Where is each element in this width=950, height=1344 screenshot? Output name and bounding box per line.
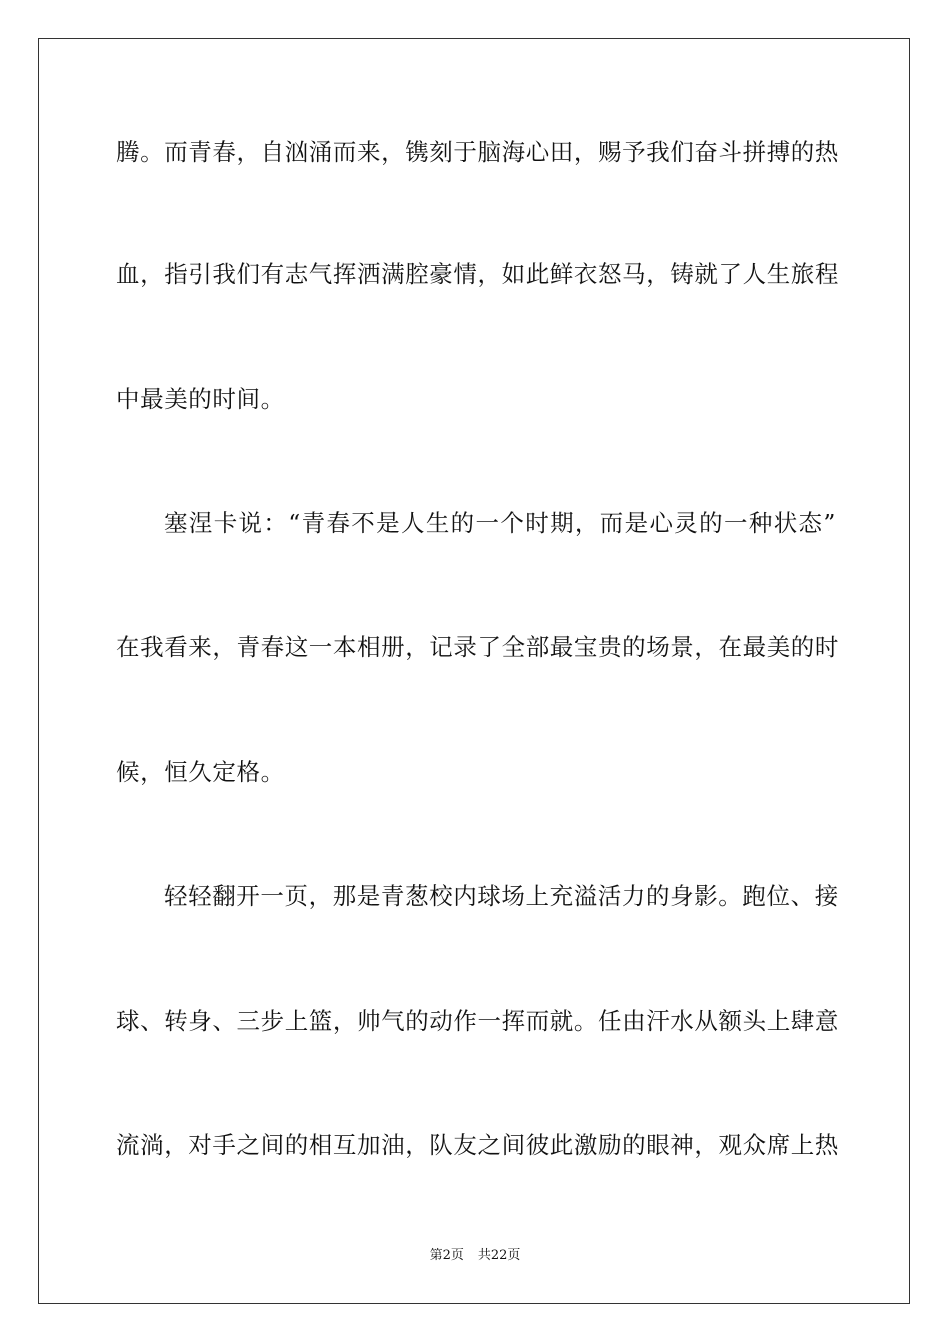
page-number: 第2页 xyxy=(429,1248,464,1263)
page-total: 共22页 xyxy=(477,1248,521,1263)
page-footer xyxy=(0,1247,950,1265)
text-line-7: 轻轻翻开一页，那是青葱校内球场上充溢活力的身影。跑位、接 xyxy=(164,882,839,910)
page-frame xyxy=(38,38,910,1304)
text-line-1: 腾。而青春，自汹涌而来，镌刻于脑海心田，赐予我们奋斗拼搏的热 xyxy=(116,138,839,166)
text-line-3: 中最美的时间。 xyxy=(116,385,285,413)
text-line-8: 球、转身、三步上篮，帅气的动作一挥而就。任由汗水从额头上肆意 xyxy=(116,1007,839,1035)
text-line-5: 在我看来，青春这一本相册，记录了全部最宝贵的场景，在最美的时 xyxy=(116,633,839,661)
text-line-2: 血，指引我们有志气挥洒满腔豪情，如此鲜衣怒马，铸就了人生旅程 xyxy=(116,260,839,288)
text-line-9: 流淌，对手之间的相互加油，队友之间彼此激励的眼神，观众席上热 xyxy=(116,1131,839,1159)
text-line-6: 候，恒久定格。 xyxy=(116,758,285,786)
text-line-4: 塞涅卡说：“青春不是人生的一个时期，而是心灵的一种状态” xyxy=(164,509,836,537)
